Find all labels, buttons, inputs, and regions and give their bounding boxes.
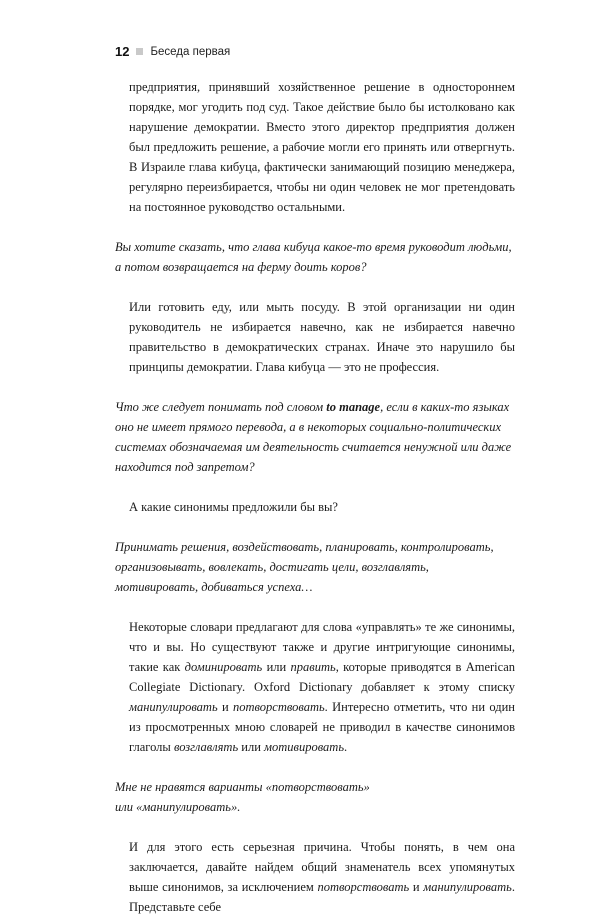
paragraph-gap [115, 817, 515, 837]
page-body [115, 77, 515, 917]
text-run: Некоторые словари предлагают для слова «управлять» те же синонимы, что и вы. Но существуют также и другие интригующие синонимы, такие как [129, 620, 515, 674]
question-2-part-2: , если в каких-то языках оно не имеет прямого перевода, а в некоторых социально-политических системах обозначаемая им деятельность считается ненужной или даже находится под запретом? [115, 400, 512, 474]
paragraph-gap [115, 377, 515, 397]
paragraph-gap [115, 477, 515, 497]
text-run: или [262, 660, 291, 674]
paragraph-answer-1: предприятия, принявший хозяйственное решение в одностороннем порядке, мог угодить под суд. Такое действие было бы истолковано как нарушение демократии. Вместо этого директор предприятия должен был предложить решение, а рабочие могли его принять или отвергнуть. В Израиле глава кибуца, фактически занимающий позицию менеджера, регулярно переизбирается, чтобы ни один человек не мог претендовать на постоянное руководство остальными. [129, 80, 515, 214]
text-run: . Представьте себе [129, 880, 515, 914]
paragraph-gap [115, 757, 515, 777]
emphasis-term: возглавлять [173, 740, 239, 754]
paragraph-gap [115, 597, 515, 617]
page-number: 12 [115, 44, 130, 59]
text-run: и [409, 880, 424, 894]
question-4-line-1: Мне не нравятся варианты «потворствовать» [115, 780, 370, 794]
paragraph-answer-3: А какие синонимы предложили бы вы? [129, 500, 338, 514]
question-4 [115, 777, 515, 817]
emphasis-term: доминировать [184, 660, 263, 674]
running-head: Беседа первая [150, 45, 231, 58]
term-to-manage: to manage [326, 400, 381, 414]
emphasis-term: потворствовать [232, 700, 325, 714]
paragraph-answer-2: Или готовить еду, или мыть посуду. В этой организации ни один руководитель не избирается навечно, как не избирается навечно правительство в демократических странах. Иначе это нарушило бы принципы демократии. Глава кибуца — это не профессия. [129, 300, 515, 374]
emphasis-term: манипулировать [423, 880, 512, 894]
paragraph-gap [115, 277, 515, 297]
question-3: Принимать решения, воздействовать, планировать, контролировать, организовывать, вовлекать, достигать цели, возглавлять, мотивировать, добиваться успеха… [115, 540, 494, 594]
paragraph-gap [115, 517, 515, 537]
emphasis-term: править [290, 660, 336, 674]
emphasis-term: потворствовать [317, 880, 410, 894]
text-run: . Интересно отметить, что ни один из просмотренных мною словарей не приводил в качестве синонимов глаголы [129, 700, 515, 754]
text-run: И для этого есть серьезная причина. Чтобы понять, в чем она заключается, давайте найдем общий знаменатель всех упомянутых выше синонимов, за исключением [129, 840, 515, 894]
emphasis-term: манипулировать [129, 700, 218, 714]
page-header [115, 44, 230, 59]
question-2-part-1: Что же следует понимать под словом [115, 400, 327, 414]
text-run: , которые приводятся в American Collegiate Dictionary. Oxford Dictionary добавляет к этому списку [129, 660, 515, 694]
paragraph-answer-4 [115, 617, 515, 757]
emphasis-term: мотивировать [264, 740, 345, 754]
paragraph-answer-5 [115, 837, 515, 917]
text-run: и [217, 700, 233, 714]
square-divider-icon [136, 48, 143, 55]
question-1: Вы хотите сказать, что глава кибуца какое-то время руководит людьми, а потом возвращается на ферму доить коров? [115, 240, 512, 274]
text-run: или [238, 740, 265, 754]
paragraph-gap [115, 217, 515, 237]
question-4-line-2: или «манипулировать». [115, 800, 241, 814]
question-2 [115, 397, 515, 477]
text-run: . [344, 740, 348, 754]
